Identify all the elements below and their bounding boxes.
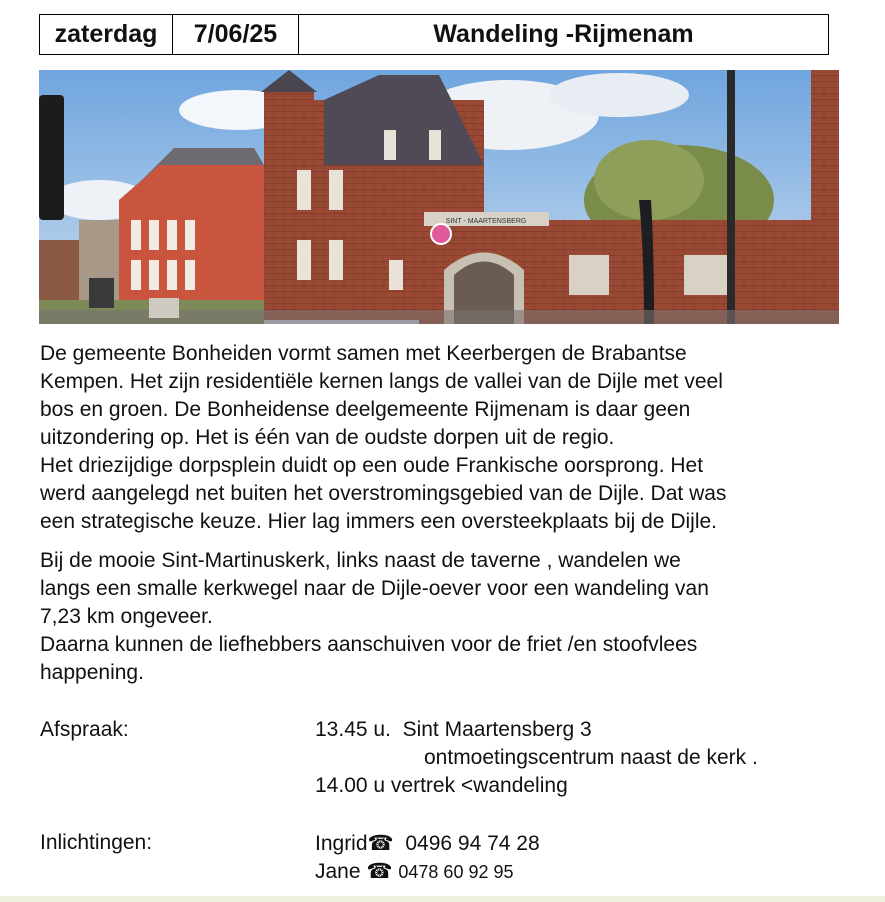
header-date: 7/06/25 bbox=[173, 15, 299, 54]
intro-line: werd aangelegd net buiten het overstromingsgebied van de Dijle. Dat was bbox=[40, 482, 727, 505]
street-photo-illustration bbox=[39, 70, 839, 324]
contact-name: Jane bbox=[315, 860, 367, 883]
intro-line: uitzondering op. Het is één van de oudste dorpen uit de regio. bbox=[40, 426, 615, 449]
walk-line: Daarna kunnen de liefhebbers aanschuiven voor de friet /en stoofvlees bbox=[40, 633, 698, 656]
header-table bbox=[39, 14, 829, 55]
appointment-label: Afspraak: bbox=[40, 718, 129, 741]
street-photo bbox=[39, 70, 839, 324]
header-title: Wandeling -Rijmenam bbox=[433, 20, 694, 48]
walk-line: 7,23 km ongeveer. bbox=[40, 605, 213, 628]
appointment-location: ontmoetingscentrum naast de kerk . bbox=[424, 746, 758, 769]
contact-jane bbox=[315, 859, 514, 884]
intro-line: De gemeente Bonheiden vormt samen met Keerbergen de Brabantse bbox=[40, 342, 687, 365]
header-day: zaterdag bbox=[40, 15, 173, 54]
appointment-departure: 14.00 u vertrek <wandeling bbox=[315, 774, 568, 797]
walk-line: Bij de mooie Sint-Martinuskerk, links naast de taverne , wandelen we bbox=[40, 549, 681, 572]
intro-paragraph bbox=[40, 340, 840, 536]
intro-line: bos en groen. De Bonheidense deelgemeente Rijmenam is daar geen bbox=[40, 398, 691, 421]
phone-icon: ☎ bbox=[366, 860, 393, 883]
intro-line: een strategische keuze. Hier lag immers een oversteekplaats bij de Dijle. bbox=[40, 510, 717, 533]
page-bottom-band bbox=[0, 896, 885, 902]
intro-line: Kempen. Het zijn residentiële kernen langs de vallei van de Dijle met veel bbox=[40, 370, 723, 393]
walk-line: langs een smalle kerkwegel naar de Dijle-oever voor een wandeling van bbox=[40, 577, 709, 600]
walk-line: happening. bbox=[40, 661, 144, 684]
gate-sign-text: SINT - MAARTENSBERG bbox=[445, 218, 527, 225]
info-label: Inlichtingen: bbox=[40, 831, 153, 854]
contact-name: Ingrid bbox=[315, 832, 368, 855]
contact-phone: 0496 94 74 28 bbox=[405, 832, 540, 855]
appointment-time-address: 13.45 u. Sint Maartensberg 3 bbox=[315, 718, 592, 741]
contact-ingrid bbox=[315, 831, 540, 856]
phone-icon: ☎ bbox=[367, 832, 394, 855]
intro-line: Het driezijdige dorpsplein duidt op een oude Frankische oorsprong. Het bbox=[40, 454, 704, 477]
walk-paragraph bbox=[40, 547, 840, 687]
contact-phone: 0478 60 92 95 bbox=[398, 862, 514, 882]
